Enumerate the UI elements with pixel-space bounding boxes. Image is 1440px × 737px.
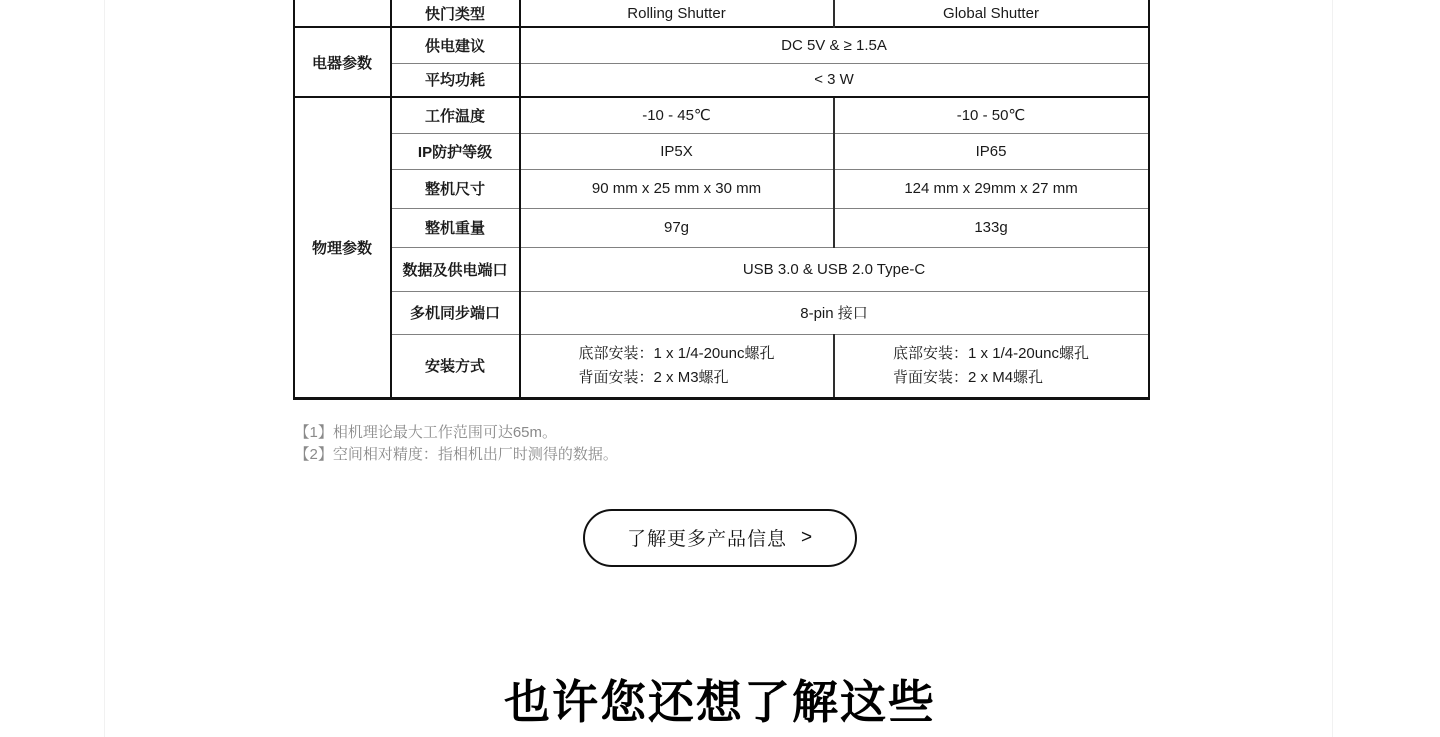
content-edge-right	[1332, 0, 1333, 737]
more-info-button-wrap	[293, 509, 1148, 567]
spec-row	[294, 97, 1149, 133]
spec-value: IP65	[834, 133, 1149, 169]
spec-row	[294, 27, 1149, 63]
spec-value: 90 mm x 25 mm x 30 mm	[520, 169, 834, 208]
product-spec-section	[293, 0, 1148, 732]
footnote-1: 【1】相机理论最大工作范围可达65m。	[294, 423, 558, 441]
spec-group-label	[294, 0, 391, 27]
spec-param-label: 多机同步端口	[391, 291, 520, 334]
spec-param-label: IP防护等级	[391, 133, 520, 169]
chevron-right-icon: >	[800, 526, 814, 548]
spec-value: USB 3.0 & USB 2.0 Type-C	[520, 247, 1149, 291]
spec-row	[294, 208, 1149, 247]
spec-param-label: 安装方式	[391, 334, 520, 398]
spec-value: 底部安装：1 x 1/4-20unc螺孔 背面安装：2 x M3螺孔	[520, 334, 834, 398]
spec-param-label: 工作温度	[391, 97, 520, 133]
spec-param-label: 整机重量	[391, 208, 520, 247]
spec-value: 97g	[520, 208, 834, 247]
more-info-button[interactable]	[583, 509, 857, 567]
spec-value: DC 5V & ≥ 1.5A	[520, 27, 1149, 63]
spec-value: Rolling Shutter	[520, 0, 834, 27]
section-heading: 也许您还想了解这些	[504, 675, 936, 728]
spec-row	[294, 291, 1149, 334]
more-info-button-label: 了解更多产品信息	[626, 529, 787, 550]
spec-value: 133g	[834, 208, 1149, 247]
spec-table	[293, 0, 1150, 400]
spec-value: < 3 W	[520, 63, 1149, 97]
spec-value: -10 - 50℃	[834, 97, 1149, 133]
spec-param-label: 整机尺寸	[391, 169, 520, 208]
spec-row	[294, 169, 1149, 208]
footnote-2: 【2】空间相对精度：指相机出厂时测得的数据。	[294, 445, 618, 463]
spec-param-label: 快门类型	[391, 0, 520, 27]
spec-param-label: 供电建议	[391, 27, 520, 63]
spec-group-label: 电器参数	[294, 27, 391, 97]
spec-value: IP5X	[520, 133, 834, 169]
spec-value: 底部安装：1 x 1/4-20unc螺孔 背面安装：2 x M4螺孔	[834, 334, 1149, 398]
spec-group-label: 物理参数	[294, 97, 391, 398]
spec-value: Global Shutter	[834, 0, 1149, 27]
spec-row	[294, 133, 1149, 169]
spec-row	[294, 63, 1149, 97]
spec-value: -10 - 45℃	[520, 97, 834, 133]
spec-row	[294, 334, 1149, 398]
spec-param-label: 平均功耗	[391, 63, 520, 97]
spec-param-label: 数据及供电端口	[391, 247, 520, 291]
spec-row	[294, 247, 1149, 291]
spec-row	[294, 0, 1149, 27]
footnotes	[293, 422, 1148, 466]
spec-value: 124 mm x 29mm x 27 mm	[834, 169, 1149, 208]
spec-value: 8-pin 接口	[520, 291, 1149, 334]
content-edge-left	[104, 0, 105, 737]
